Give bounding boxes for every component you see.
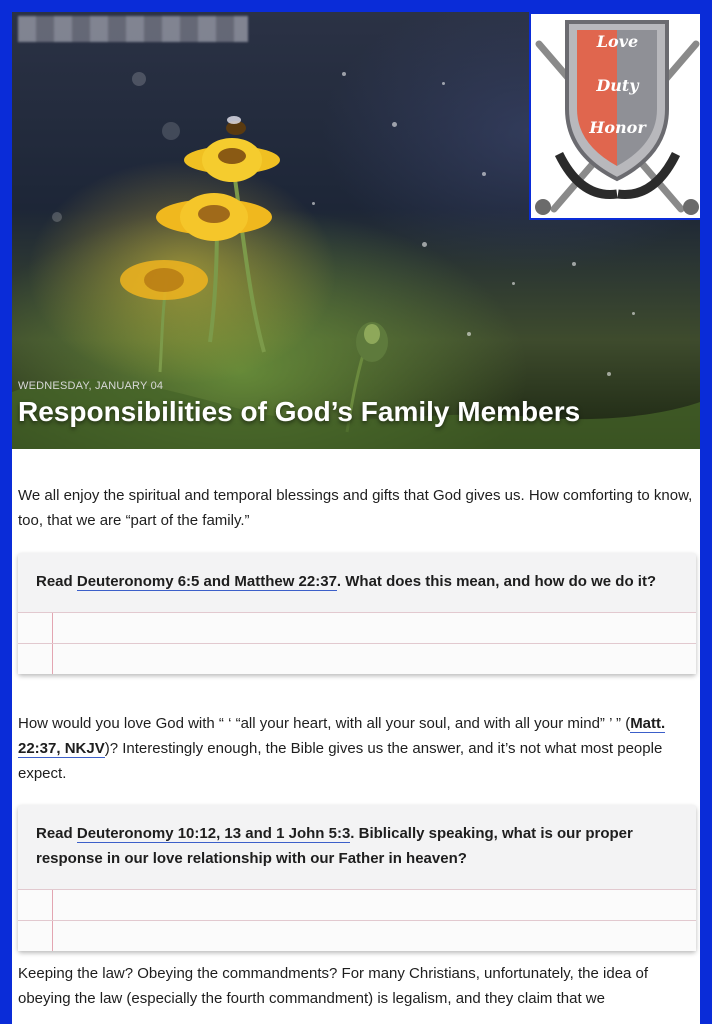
logo-word-love: Love	[596, 32, 639, 51]
question-prefix: Read	[36, 573, 77, 590]
scripture-link[interactable]: Deuteronomy 10:12, 13 and 1 John 5:3	[76, 825, 351, 842]
sparkle	[572, 262, 576, 266]
scripture-link[interactable]: Matt. 22:37, NKJV	[18, 715, 666, 757]
question-prefix: Read	[36, 825, 77, 842]
question-text	[18, 805, 696, 889]
paragraph-keeping-law: Keeping the law? Obeying the commandments? For many Christians, unfortunately, the idea of obeying the law (especially the fourth commandment) is legalism, and they claim that we	[18, 965, 649, 1007]
page	[12, 12, 700, 1024]
sparkle	[342, 72, 346, 76]
post-date: WEDNESDAY, JANUARY 04	[18, 380, 164, 392]
question-card-2	[18, 805, 696, 951]
sparkle	[607, 372, 611, 376]
sparkle	[482, 172, 486, 176]
paragraph-text: How would you love God with “ ‘ “all your heart, with all your soul, and with all your mind” ’ ” (	[18, 715, 631, 732]
scripture-link[interactable]: Deuteronomy 6:5 and Matthew 22:37	[76, 573, 337, 590]
answer-line[interactable]	[18, 612, 696, 643]
logo-word-honor: Honor	[589, 118, 646, 137]
sparkle	[392, 122, 397, 127]
margin-line	[52, 921, 53, 951]
question-suffix: . What does this mean, and how do we do it?	[336, 573, 657, 590]
paragraph-intro: We all enjoy the spiritual and temporal blessings and gifts that God gives us. How comforting to know, too, that we are “part of the family.”	[18, 487, 693, 529]
answer-line[interactable]	[18, 889, 696, 920]
post-title[interactable]: Responsibilities of God’s Family Members	[18, 396, 581, 427]
margin-line	[52, 613, 53, 643]
sparkle	[162, 122, 180, 140]
answer-line[interactable]	[18, 920, 696, 951]
question-text	[18, 553, 696, 612]
paragraph-love-god	[18, 711, 688, 786]
sparkle	[422, 242, 427, 247]
sparkle	[442, 82, 445, 85]
sparkle	[632, 312, 635, 315]
sparkle	[132, 72, 146, 86]
site-logo[interactable]	[529, 12, 700, 220]
question-suffix: . Biblically speaking, what is our proper response in our love relationship with our Father in heaven?	[36, 825, 633, 867]
margin-line	[52, 644, 53, 674]
logo-word-duty: Duty	[596, 76, 639, 95]
hero-banner	[12, 12, 700, 449]
question-card-1	[18, 553, 696, 674]
answer-area[interactable]	[18, 612, 696, 674]
paragraph-text: )? Interestingly enough, the Bible gives us the answer, and it’s not what most people expect.	[18, 740, 663, 782]
sparkle	[52, 212, 62, 222]
answer-area[interactable]	[18, 889, 696, 951]
sparkle	[512, 282, 515, 285]
sparkle	[312, 202, 315, 205]
sparkle	[467, 332, 471, 336]
answer-line[interactable]	[18, 643, 696, 674]
margin-line	[52, 890, 53, 920]
